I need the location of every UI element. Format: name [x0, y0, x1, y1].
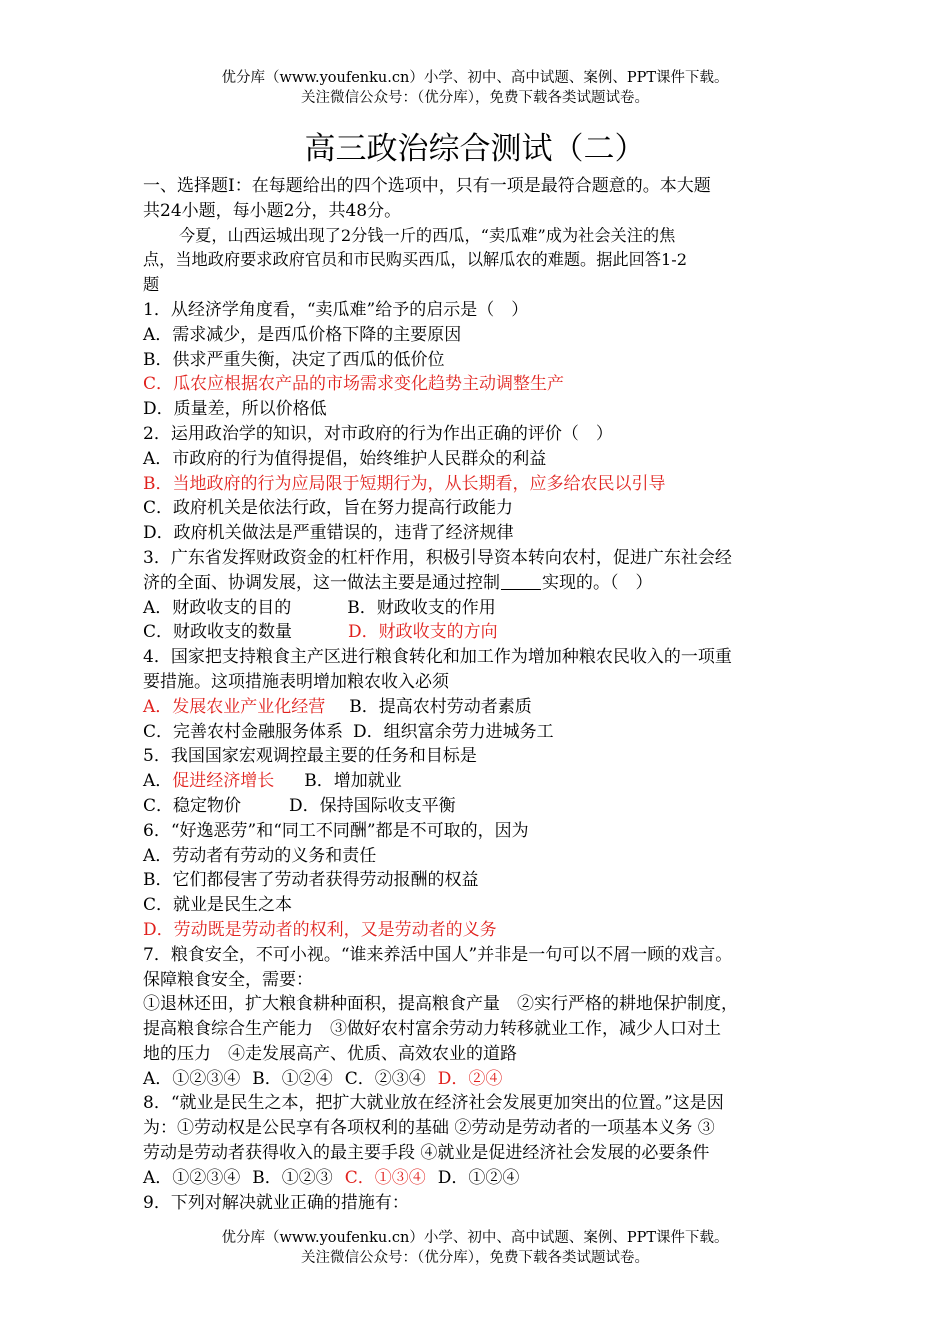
q4-stem-2: 要措施。这项措施表明增加粮农收入必须 — [143, 671, 449, 692]
passage-line-1: 今夏，山西运城出现了2分钱一斤的西瓜，“卖瓜难”成为社会关注的焦 — [179, 225, 676, 245]
q3-stem-1: 3．广东省发挥财政资金的杠杆作用，积极引导资本转向农村，促进广东社会经 — [143, 547, 732, 568]
q8-option-d: D．①②④ — [437, 1167, 520, 1188]
q1-option-d: D．质量差，所以价格低 — [143, 399, 327, 420]
q6-option-c: C．就业是民生之本 — [143, 895, 293, 916]
q7-options — [143, 1067, 813, 1092]
q2-option-a: A．市政府的行为值得提倡，始终维护人民群众的利益 — [143, 448, 547, 469]
q8-options — [143, 1166, 813, 1191]
q8-stem-3: 劳动是劳动者获得收入的最主要手段 ④就业是促进经济社会发展的必要条件 — [143, 1143, 710, 1164]
q6-stem: 6．“好逸恶劳”和“同工不同酬”都是不可取的，因为 — [143, 820, 529, 841]
page-footer — [0, 1228, 950, 1268]
q5-option-a-prefix: A． — [143, 771, 173, 792]
passage-line-3: 题 — [143, 275, 160, 295]
q6-option-b: B．它们都侵害了劳动者获得劳动报酬的权益 — [143, 870, 479, 891]
q7-stem-1: 7．粮食安全，不可小视。“谁来养活中国人”并非是一句可以不屑一顾的戏言。 — [143, 944, 733, 965]
passage-line-2: 点，当地政府要求政府官员和市民购买西瓜，以解瓜农的难题。据此回答1-2 — [143, 250, 688, 270]
q7-item-3: 地的压力 ④走发展高产、优质、高效农业的道路 — [143, 1043, 517, 1064]
q7-item-2: 提高粮食综合生产能力 ③做好农村富余劳动力转移就业工作，减少人口对土 — [143, 1019, 721, 1040]
q5-option-a-answer: 促进经济增长 — [172, 771, 275, 792]
q5-options-row-1 — [143, 769, 813, 794]
q3-option-b: B．财政收支的作用 — [347, 597, 496, 618]
q8-option-b: B．①②③ — [252, 1167, 333, 1188]
page-header — [0, 68, 950, 108]
q1-option-b: B．供求严重失衡，决定了西瓜的低价位 — [143, 349, 445, 370]
q3-stem-2a: 济的全面、协调发展，这一做法主要是通过控制 — [143, 572, 500, 593]
page-title: 高三政治综合测试（二） — [304, 131, 646, 167]
q1-option-a: A．需求减少，是西瓜价格下降的主要原因 — [143, 324, 462, 345]
q8-option-a: A．①②③④ — [143, 1167, 241, 1188]
q2-option-d: D．政府机关做法是严重错误的，违背了经济规律 — [143, 523, 514, 544]
q7-stem-2: 保障粮食安全，需要： — [143, 969, 313, 990]
q3-option-d-answer: D．财政收支的方向 — [348, 622, 498, 643]
q5-option-c: C．稳定物价 — [143, 795, 242, 816]
q3-option-c: C．财政收支的数量 — [143, 622, 293, 643]
section-instruction-1: 一、选择题Ⅰ：在每题给出的四个选项中，只有一项是最符合题意的。本大题 — [143, 176, 711, 196]
q4-options-row-2 — [143, 720, 813, 745]
header-line-1: 优分库（www.youfenku.cn）小学、初中、高中试题、案例、PPT课件下载。 — [221, 70, 729, 86]
fill-blank — [501, 571, 541, 590]
q4-option-a-answer: A．发展农业产业化经营 — [143, 696, 326, 717]
q8-stem-1: 8．“就业是民生之本，把扩大就业放在经济社会发展更加突出的位置。”这是因 — [143, 1093, 724, 1114]
q4-option-c: C．完善农村金融服务体系 — [143, 721, 344, 742]
q5-option-b: B．增加就业 — [304, 771, 402, 792]
q2-option-c: C．政府机关是依法行政，旨在努力提高行政能力 — [143, 498, 514, 519]
q8-option-c-answer: C．①③④ — [344, 1167, 426, 1188]
q2-stem: 2．运用政治学的知识，对市政府的行为作出正确的评价（ ） — [143, 423, 613, 444]
q6-option-d-answer: D．劳动既是劳动者的权利，又是劳动者的义务 — [143, 919, 497, 940]
q7-option-b: B．①②④ — [252, 1068, 333, 1089]
q1-stem: 1．从经济学角度看，“卖瓜难”给予的启示是（ ） — [143, 299, 529, 320]
q4-options-row-1 — [143, 695, 813, 720]
q5-stem: 5．我国国家宏观调控最主要的任务和目标是 — [143, 746, 477, 767]
q7-option-a: A．①②③④ — [143, 1068, 241, 1089]
q3-stem-2 — [143, 571, 813, 596]
q6-option-a: A．劳动者有劳动的义务和责任 — [143, 845, 377, 866]
q1-option-c-answer: C．瓜农应根据农产品的市场需求变化趋势主动调整生产 — [143, 374, 565, 395]
section-instruction-2: 共24小题，每小题2分，共48分。 — [143, 200, 402, 221]
q3-option-a: A．财政收支的目的 — [143, 597, 292, 618]
footer-line-2: 关注微信公众号：（优分库），免费下载各类试题试卷。 — [301, 1250, 649, 1266]
footer-line-1: 优分库（www.youfenku.cn）小学、初中、高中试题、案例、PPT课件下载。 — [221, 1230, 729, 1246]
q4-stem-1: 4．国家把支持粮食主产区进行粮食转化和加工作为增加种粮农民收入的一项重 — [143, 647, 732, 668]
q3-options-row-2 — [143, 620, 813, 645]
q4-option-b: B．提高农村劳动者素质 — [349, 696, 532, 717]
q7-option-c: C．②③④ — [344, 1068, 426, 1089]
q4-option-d: D．组织富余劳力进城务工 — [353, 721, 554, 742]
q5-options-row-2 — [143, 794, 813, 819]
q3-options-row-1 — [143, 596, 813, 621]
q8-stem-2: 为：①劳动权是公民享有各项权利的基础 ②劳动是劳动者的一项基本义务 ③ — [143, 1118, 715, 1139]
q2-option-b-answer: B．当地政府的行为应局限于短期行为，从长期看，应多给农民以引导 — [143, 473, 666, 494]
document-body — [143, 174, 813, 1215]
q7-option-d-answer: D．②④ — [437, 1068, 503, 1089]
q9-stem: 9．下列对解决就业正确的措施有： — [143, 1192, 409, 1213]
q5-option-d: D．保持国际收支平衡 — [289, 795, 456, 816]
q3-stem-2b: 实现的。（ ） — [542, 572, 653, 593]
header-line-2: 关注微信公众号：（优分库），免费下载各类试题试卷。 — [301, 90, 649, 106]
q7-item-1: ①退林还田，扩大粮食耕种面积，提高粮食产量 ②实行严格的耕地保护制度， — [143, 994, 738, 1015]
